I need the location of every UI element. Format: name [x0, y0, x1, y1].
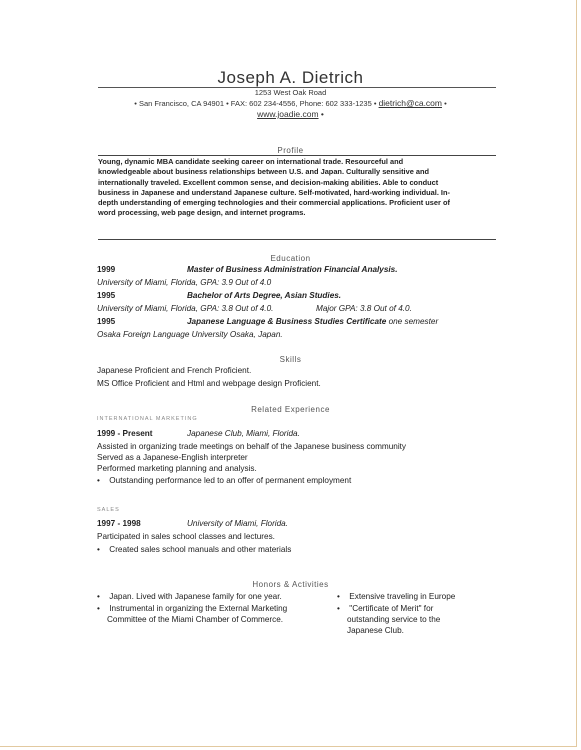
- education-year: 1999: [97, 265, 116, 274]
- education-school: Osaka Foreign Language University Osaka, Japan.: [97, 330, 283, 339]
- website-line: [0, 109, 581, 119]
- profile-line: word processing, web page design, and internet programs.: [98, 208, 306, 218]
- experience-category: SALES: [97, 507, 120, 513]
- bullet-icon: •: [97, 604, 100, 613]
- experience-org: Japanese Club, Miami, Florida.: [187, 429, 300, 438]
- education-major-gpa: Major GPA: 3.8 Out of 4.0.: [316, 304, 412, 313]
- bullet-icon: •: [337, 604, 340, 613]
- experience-bullet-item: [97, 476, 351, 485]
- honor-item: [97, 592, 282, 601]
- profile-heading: Profile: [277, 146, 304, 155]
- experience-line: Participated in sales school classes and lectures.: [97, 532, 275, 541]
- experience-line: Served as a Japanese-English interpreter: [97, 453, 248, 462]
- address: 1253 West Oak Road: [254, 88, 327, 97]
- bullet-icon: •: [337, 592, 340, 601]
- education-year: 1995: [97, 291, 116, 300]
- profile-top-rule: [98, 155, 496, 156]
- bullet-icon: •: [97, 592, 100, 601]
- profile-bottom-rule: [98, 239, 496, 240]
- experience-line: Performed marketing planning and analysis.: [97, 464, 257, 473]
- honor-text-continued: Japanese Club.: [347, 626, 404, 635]
- honor-text-continued: outstanding service to the: [347, 615, 441, 624]
- honor-item: [337, 592, 455, 601]
- education-degree-note: one semester: [388, 317, 439, 326]
- education-degree-line: [187, 317, 438, 326]
- experience-bullet-text: Outstanding performance led to an offer of permanent employment: [109, 476, 352, 485]
- honor-text: Instrumental in organizing the External Marketing: [109, 604, 288, 613]
- resume-name: Joseph A. Dietrich: [217, 68, 364, 87]
- contact-separator: •: [444, 99, 447, 108]
- honor-text: Extensive traveling in Europe: [349, 592, 456, 601]
- honor-text: Japan. Lived with Japanese family for one year.: [109, 592, 282, 601]
- profile-summary: [98, 157, 496, 219]
- experience-bullet-item: [97, 545, 291, 554]
- profile-line: knowledgeable about business relationships between U.S. and Japan. Culturally sensitive and: [98, 167, 430, 177]
- profile-line: Young, dynamic MBA candidate seeking career on international trade. Resourceful and: [98, 157, 404, 166]
- honors-heading: Honors & Activities: [252, 580, 329, 589]
- bullet-icon: •: [97, 545, 100, 554]
- honor-text-continued: Committee of the Miami Chamber of Commerce.: [107, 615, 284, 624]
- bullet-icon: •: [97, 476, 100, 485]
- skills-heading: Skills: [279, 355, 302, 364]
- experience-bullet-text: Created sales school manuals and other materials: [109, 545, 292, 554]
- experience-heading: Related Experience: [251, 405, 330, 414]
- skill-line: MS Office Proficient and Html and webpage design Proficient.: [97, 379, 321, 388]
- skill-line: Japanese Proficient and French Proficient.: [97, 366, 252, 375]
- honor-item: [97, 604, 287, 613]
- education-school: University of Miami, Florida, GPA: 3.8 Out of 4.0.: [97, 304, 274, 313]
- experience-period: 1997 - 1998: [97, 519, 141, 528]
- experience-org: University of Miami, Florida.: [187, 519, 289, 528]
- email-link[interactable]: dietrich@ca.com: [378, 98, 442, 108]
- honor-item: [337, 604, 433, 613]
- experience-period: 1999 - Present: [97, 429, 153, 438]
- profile-line: business in Japanese and understand Japanese culture. Self-motivated, hard-working individual. In-: [98, 187, 450, 197]
- education-degree: Bachelor of Arts Degree, Asian Studies.: [187, 291, 342, 300]
- contact-line: [0, 98, 581, 108]
- education-heading: Education: [270, 254, 311, 263]
- education-school: University of Miami, Florida, GPA: 3.9 Out of 4.0: [97, 278, 272, 287]
- contact-details: • San Francisco, CA 94901 • FAX: 602 234-4556, Phone: 602 333-1235 •: [134, 99, 377, 108]
- education-degree: Japanese Language & Business Studies Certificate: [187, 317, 387, 326]
- website-link[interactable]: www.joadie.com: [257, 109, 319, 119]
- honor-text: "Certificate of Merit" for: [349, 604, 434, 613]
- website-separator: •: [320, 109, 324, 119]
- education-year: 1995: [97, 317, 116, 326]
- experience-line: Assisted in organizing trade meetings on behalf of the Japanese business community: [97, 442, 407, 451]
- experience-category: INTERNATIONAL MARKETING: [97, 416, 198, 422]
- profile-line: depth understanding of emerging technologies and their commercial applications. Proficient user of: [98, 198, 450, 208]
- profile-line: internationally traveled. Excellent common sense, and decision-making abilities. Able to conduct: [98, 177, 439, 187]
- education-degree: Master of Business Administration Financial Analysis.: [187, 265, 398, 274]
